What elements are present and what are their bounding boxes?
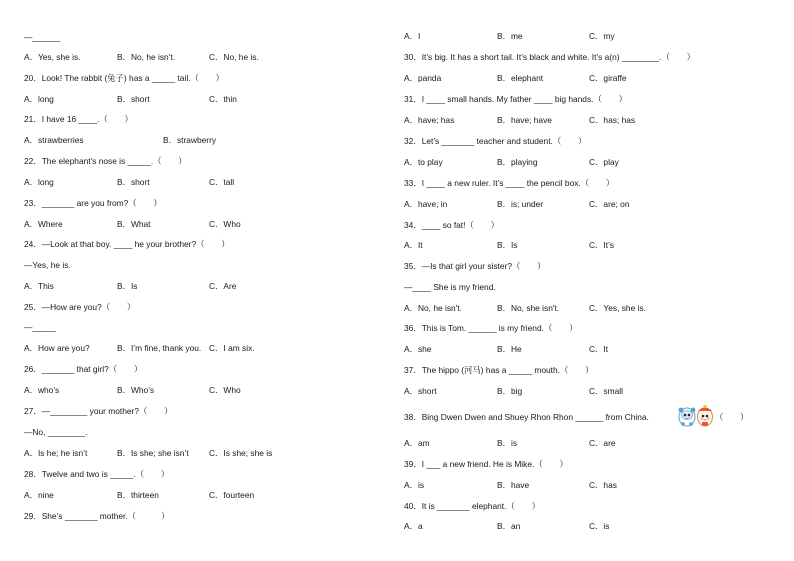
question-stem: 28．Twelve and two is _____.（ ）: [24, 469, 170, 479]
question-text: [24, 238, 230, 250]
question-stem: 36．This is Tom. ______ is my friend.（ ）: [404, 323, 578, 333]
answer-option: B．thirteen: [117, 490, 159, 500]
question-text: [404, 500, 540, 512]
answer-option: A．nine: [24, 490, 54, 500]
question-text: [24, 363, 142, 375]
answer-option: A．Where: [24, 219, 63, 229]
question-text: [24, 31, 60, 43]
question-text: [24, 259, 71, 271]
answer-option: C．Who: [209, 385, 241, 395]
answer-option: C．I am six.: [209, 343, 255, 353]
question-stem: 23．_______ are you from?（ ）: [24, 198, 162, 208]
answer-option: C．tall: [209, 177, 235, 187]
answer-option: A．to play: [404, 157, 443, 167]
question-stem: 31．I ____ small hands. My father ____ big hands.（ ）: [404, 94, 627, 104]
answer-option: B．big: [497, 386, 523, 396]
answer-option: C．Who: [209, 219, 241, 229]
question-stem: 27．—________ your mother?（ ）: [24, 406, 173, 416]
answer-option: A．This: [24, 281, 54, 291]
question-stem: 30．It’s big. It has a short tail. It’s black and white. It’s a(n) ________.（ ）: [404, 52, 695, 62]
question-text: [24, 155, 187, 167]
question-stem: 39．I ___ a new friend. He is Mike.（ ）: [404, 459, 568, 469]
question-text: [24, 468, 169, 480]
answer-option: A．short: [404, 386, 437, 396]
answer-option: B．playing: [497, 157, 538, 167]
question-text: [404, 281, 496, 293]
answer-option: B．He: [497, 344, 522, 354]
answer-option: A．long: [24, 94, 54, 104]
answer-option: B．short: [117, 94, 150, 104]
answer-option: A．am: [404, 438, 430, 448]
question-text: [404, 177, 614, 189]
answer-option: A．It: [404, 240, 423, 250]
answer-option: C．small: [589, 386, 623, 396]
question-text: [404, 458, 568, 470]
question-text: [404, 322, 577, 334]
answer-option: A．Yes, she is.: [24, 52, 81, 62]
answer-option: A．panda: [404, 73, 442, 83]
answer-option: B．Is: [497, 240, 518, 250]
question-text: [404, 135, 586, 147]
answer-option: B．Who’s: [117, 385, 155, 395]
answer-bracket: （ ）: [715, 412, 749, 422]
answer-option: B．What: [117, 219, 151, 229]
answer-option: B．have: [497, 480, 530, 490]
answer-option: C．Yes, she is.: [589, 303, 646, 313]
answer-option: B．No, she isn't.: [497, 303, 560, 313]
answer-option: C．thin: [209, 94, 237, 104]
question-stem: —_____: [24, 322, 56, 332]
answer-option: A．have; in: [404, 199, 448, 209]
answer-option: B．Is: [117, 281, 138, 291]
question-stem: 21．I have 16 ____.（ ）: [24, 114, 133, 124]
answer-option: C．are; on: [589, 199, 630, 209]
answer-option: C．fourteen: [209, 490, 255, 500]
answer-option: B．have; have: [497, 115, 552, 125]
answer-option: B．me: [497, 31, 523, 41]
answer-option: A．who’s: [24, 385, 60, 395]
question-text: [24, 197, 162, 209]
question-text: [404, 93, 627, 105]
answer-option: C．has: [589, 480, 617, 490]
answer-option: C．It’s: [589, 240, 614, 250]
question-text: [24, 321, 56, 333]
answer-option: C．has; has: [589, 115, 636, 125]
question-stem: 20．Look! The rabbit (兔子) has a _____ tail.（ ）: [24, 73, 225, 83]
question-stem: 24．—Look at that boy. ____ he your brother?（ ）: [24, 239, 230, 249]
olympic-mascots-icon: [677, 402, 715, 428]
answer-option: B．an: [497, 521, 521, 531]
answer-option: A．she: [404, 344, 432, 354]
answer-option: A．How are you?: [24, 343, 90, 353]
question-text: [24, 405, 173, 417]
answer-option: B．short: [117, 177, 150, 187]
answer-option: C．Are: [209, 281, 237, 291]
answer-option: B．is; under: [497, 199, 544, 209]
answer-option: B．strawberry: [163, 135, 217, 145]
question-stem: 33．I ____ a new ruler. It’s ____ the pencil box.（ ）: [404, 178, 615, 188]
answer-option: C．It: [589, 344, 609, 354]
answer-option: A．Is he; he isn’t: [24, 448, 88, 458]
question-stem: —____ She is my friend.: [404, 282, 496, 292]
question-stem: 34．____ so fat!（ ）: [404, 220, 499, 230]
answer-option: A．a: [404, 521, 423, 531]
question-stem: 35．—Is that girl your sister?（ ）: [404, 261, 546, 271]
answer-option: A．have; has: [404, 115, 455, 125]
question-text: [404, 411, 749, 423]
answer-option: A．strawberries: [24, 135, 84, 145]
answer-option: B．Is she; she isn’t: [117, 448, 189, 458]
question-stem: 22．The elephant's nose is _____.（ ）: [24, 156, 187, 166]
question-text: [404, 219, 499, 231]
answer-option: C．No, he is.: [209, 52, 259, 62]
question-text: [404, 260, 545, 272]
question-stem: 26．_______ that girl?（ ）: [24, 364, 143, 374]
question-stem: 37．The hippo (河马) has a _____ mouth.（ ）: [404, 365, 594, 375]
answer-option: A．No, he isn't.: [404, 303, 462, 313]
answer-option: A．is: [404, 480, 425, 490]
answer-option: B．No, he isn’t.: [117, 52, 176, 62]
question-stem: 32．Let’s _______ teacher and student.（ ）: [404, 136, 587, 146]
answer-option: B．I’m fine, thank you.: [117, 343, 202, 353]
question-text: [24, 301, 135, 313]
answer-option: A．long: [24, 177, 54, 187]
answer-option: C．Is she; she is: [209, 448, 273, 458]
question-text: [24, 426, 87, 438]
question-stem: 25．—How are you?（ ）: [24, 302, 136, 312]
answer-option: C．is: [589, 521, 610, 531]
question-text: [404, 364, 593, 376]
question-stem: 29．She’s _______ mother.（ ）: [24, 511, 170, 521]
question-stem: —Yes, he is.: [24, 260, 71, 270]
question-text: [404, 51, 695, 63]
answer-option: A．I: [404, 31, 421, 41]
question-text: [24, 72, 224, 84]
question-stem: —No, ________.: [24, 427, 88, 437]
question-text: [24, 113, 133, 125]
question-stem: 38．Bing Dwen Dwen and Shuey Rhon Rhon ______ from China.: [404, 412, 649, 422]
answer-option: C．play: [589, 157, 619, 167]
answer-option: C．are: [589, 438, 616, 448]
question-text: [24, 510, 170, 522]
answer-option: B．elephant: [497, 73, 544, 83]
answer-option: B．is: [497, 438, 518, 448]
answer-option: C．giraffe: [589, 73, 627, 83]
answer-option: C．my: [589, 31, 615, 41]
question-stem: 40．It is _______ elephant.（ ）: [404, 501, 540, 511]
question-stem: —______: [24, 32, 61, 42]
